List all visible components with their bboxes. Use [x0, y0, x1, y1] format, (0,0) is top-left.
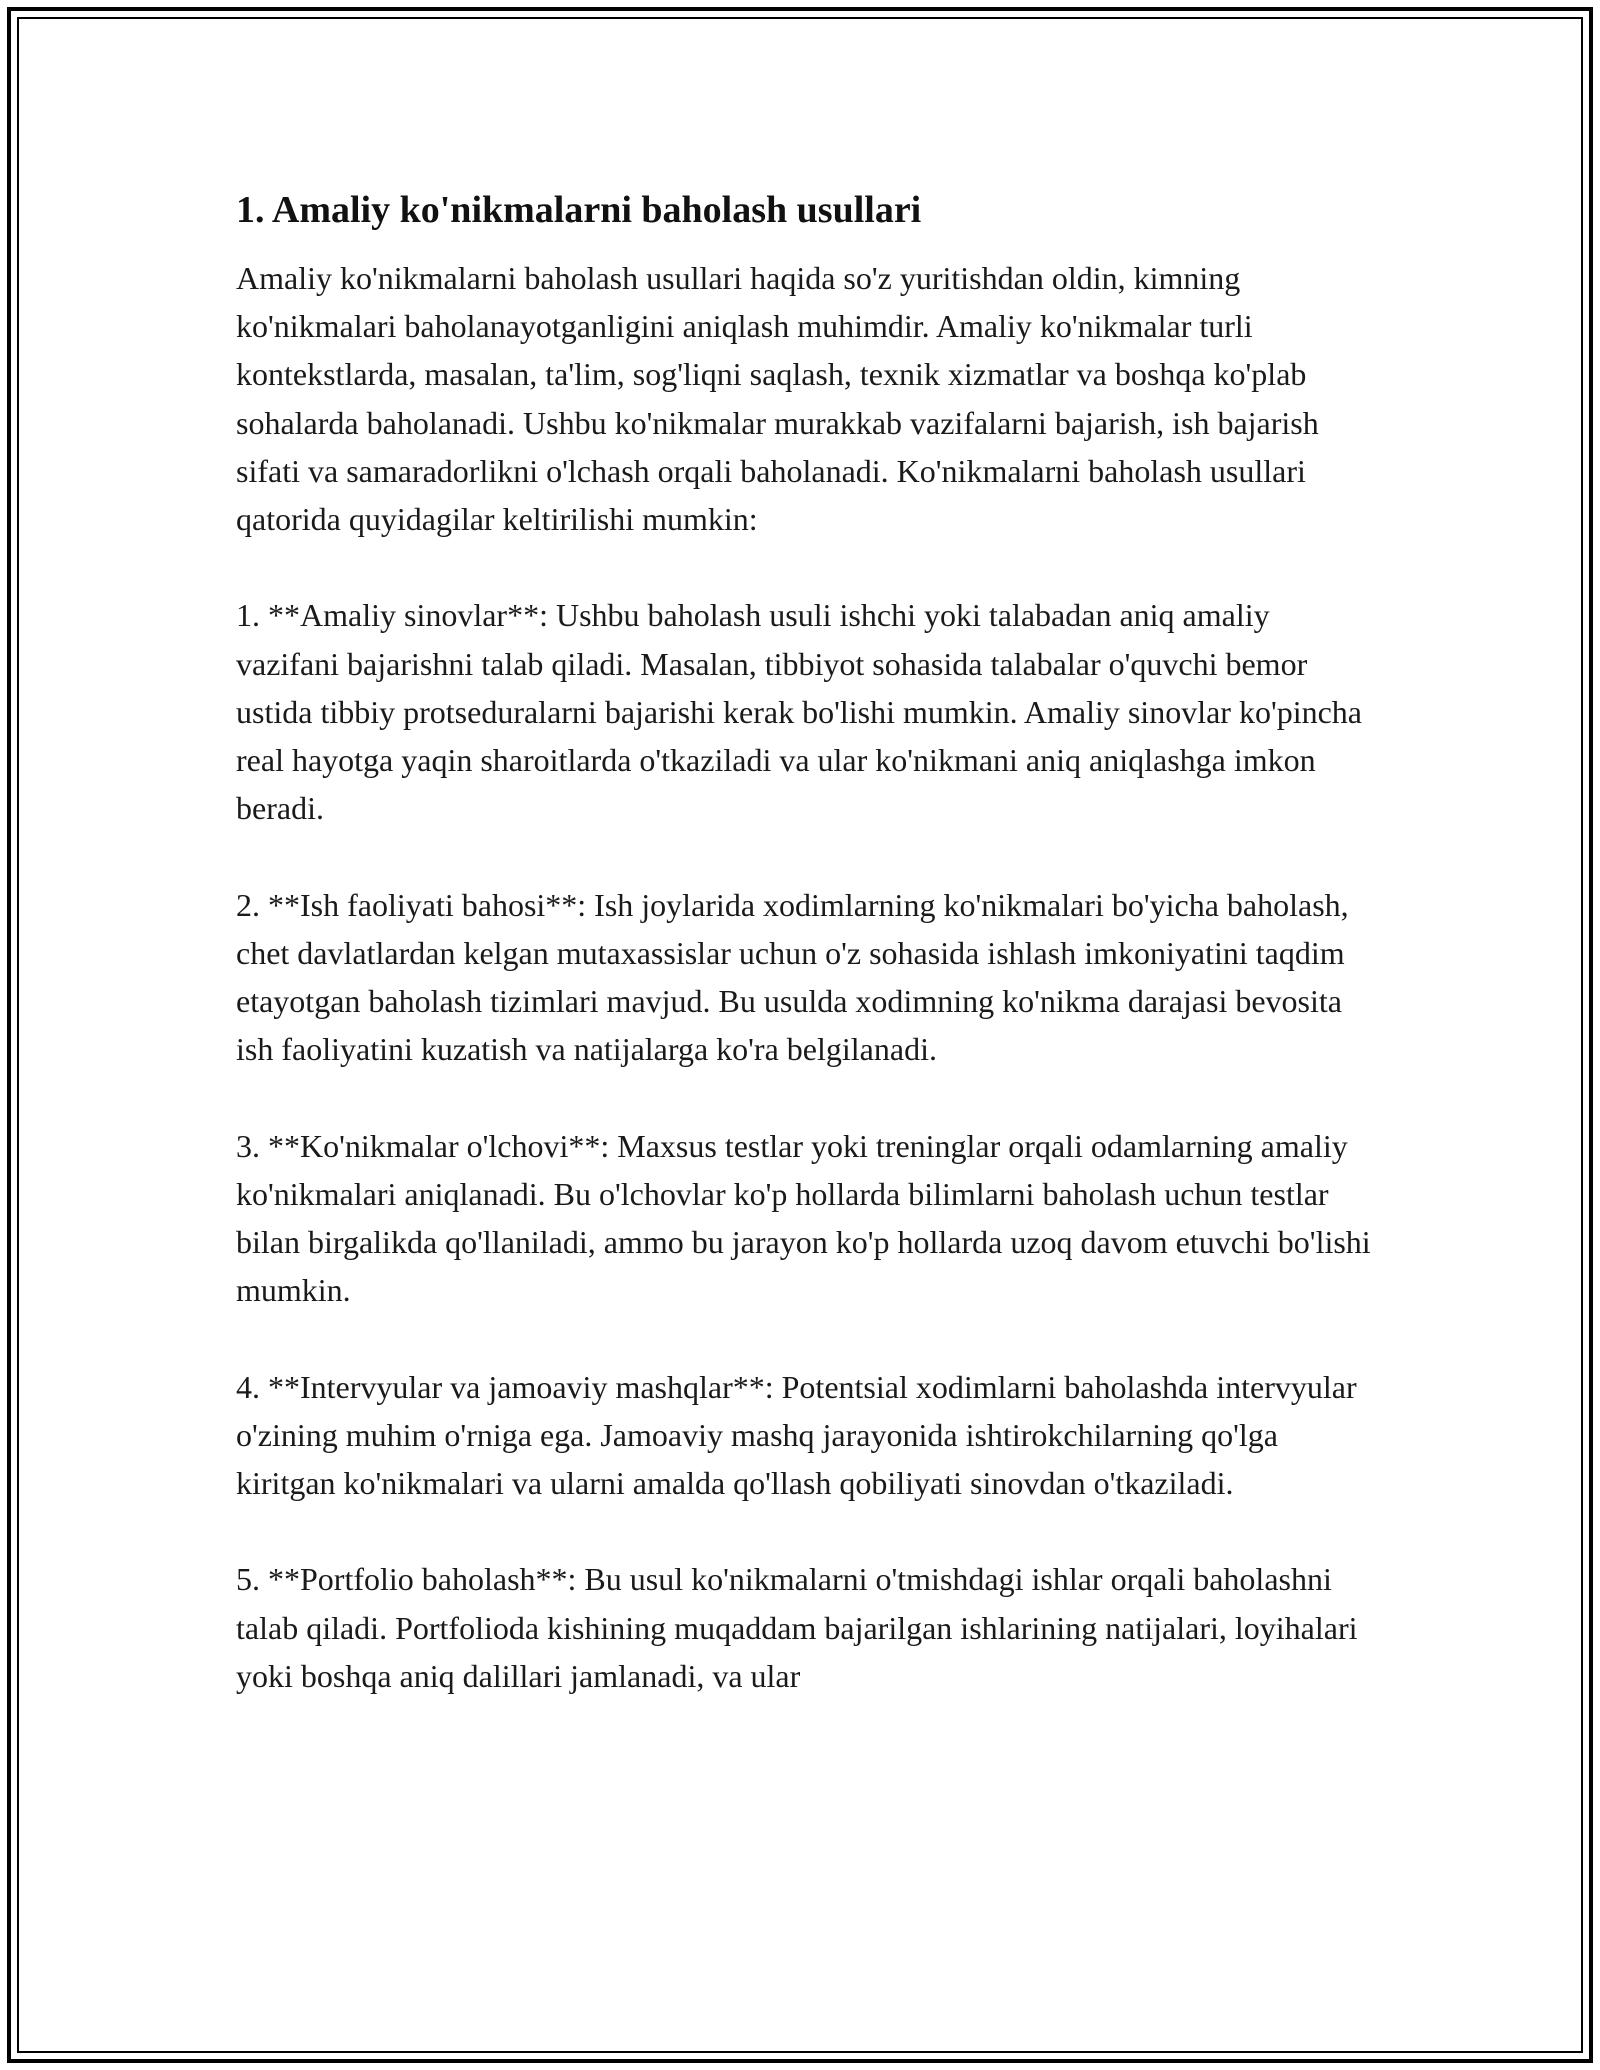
- intro-paragraph: Amaliy ko'nikmalarni baholash usullari haqida so'z yuritishdan oldin, kimning ko'nikmalari baholanayotganligini aniqlash muhimdir. Amaliy ko'nikmalar turli kontekstlarda, masalan, ta'lim, sog'liqni saqlash, texnik xizmatlar va boshqa ko'plab sohalarda baholanadi. Ushbu ko'nikmalar murakkab vazifalarni bajarish, ish bajarish sifati va samaradorlikni o'lchash orqali baholanadi. Ko'nikmalarni baholash usullari qatorida quyidagilar keltirilishi mumkin:: [236, 260, 1319, 538]
- section-heading: 1. Amaliy ko'nikmalarni baholash usullari: [236, 189, 922, 231]
- list-item-skills-measurement: 3. **Ko'nikmalar o'lchovi**: Maxsus testlar yoki treninglar orqali odamlarning amaliy ko'nikmalari aniqlanadi. Bu o'lchovlar ko'p hollarda bilimlarni baholash uchun testlar bilan birgalikda qo'llaniladi, ammo bu jarayon ko'p hollarda uzoq davom etuvchi bo'lishi mumkin.: [236, 1127, 1371, 1309]
- list-item-work-performance: 2. **Ish faoliyati bahosi**: Ish joylarida xodimlarning ko'nikmalari bo'yicha baholash, chet davlatlardan kelgan mutaxassislar uchun o'z sohasida ishlash imkoniyatini taqdim etayotgan baholash tizimlari mavjud. Bu usulda xodimning ko'nikma darajasi bevosita ish faoliyatini kuzatish va natijalarga ko'ra belgilanadi.: [236, 886, 1349, 1068]
- document-body: [236, 186, 1376, 1748]
- list-item-practical-tests: 1. **Amaliy sinovlar**: Ushbu baholash usuli ishchi yoki talabadan aniq amaliy vazifani bajarishni talab qiladi. Masalan, tibbiyot sohasida talabalar o'quvchi bemor ustida tibbiy protseduralarni bajarishi kerak bo'lishi mumkin. Amaliy sinovlar ko'pincha real hayotga yaqin sharoitlarda o'tkaziladi va ular ko'nikmani aniq aniqlashga imkon beradi.: [236, 597, 1362, 827]
- list-item-portfolio: 5. **Portfolio baholash**: Bu usul ko'nikmalarni o'tmishdagi ishlar orqali baholashni talab qiladi. Portfolioda kishining muqaddam bajarilgan ishlarining natijalari, loyihalari yoki boshqa aniq dalillari jamlanadi, va ular: [236, 1561, 1358, 1694]
- list-item-interviews: 4. **Intervyular va jamoaviy mashqlar**: Potentsial xodimlarni baholashda intervyular o'zining muhim o'rniga ega. Jamoaviy mashq jarayonida ishtirokchilarning qo'lga kiritgan ko'nikmalari va ularni amalda qo'llash qobiliyati sinovdan o'tkaziladi.: [236, 1368, 1357, 1502]
